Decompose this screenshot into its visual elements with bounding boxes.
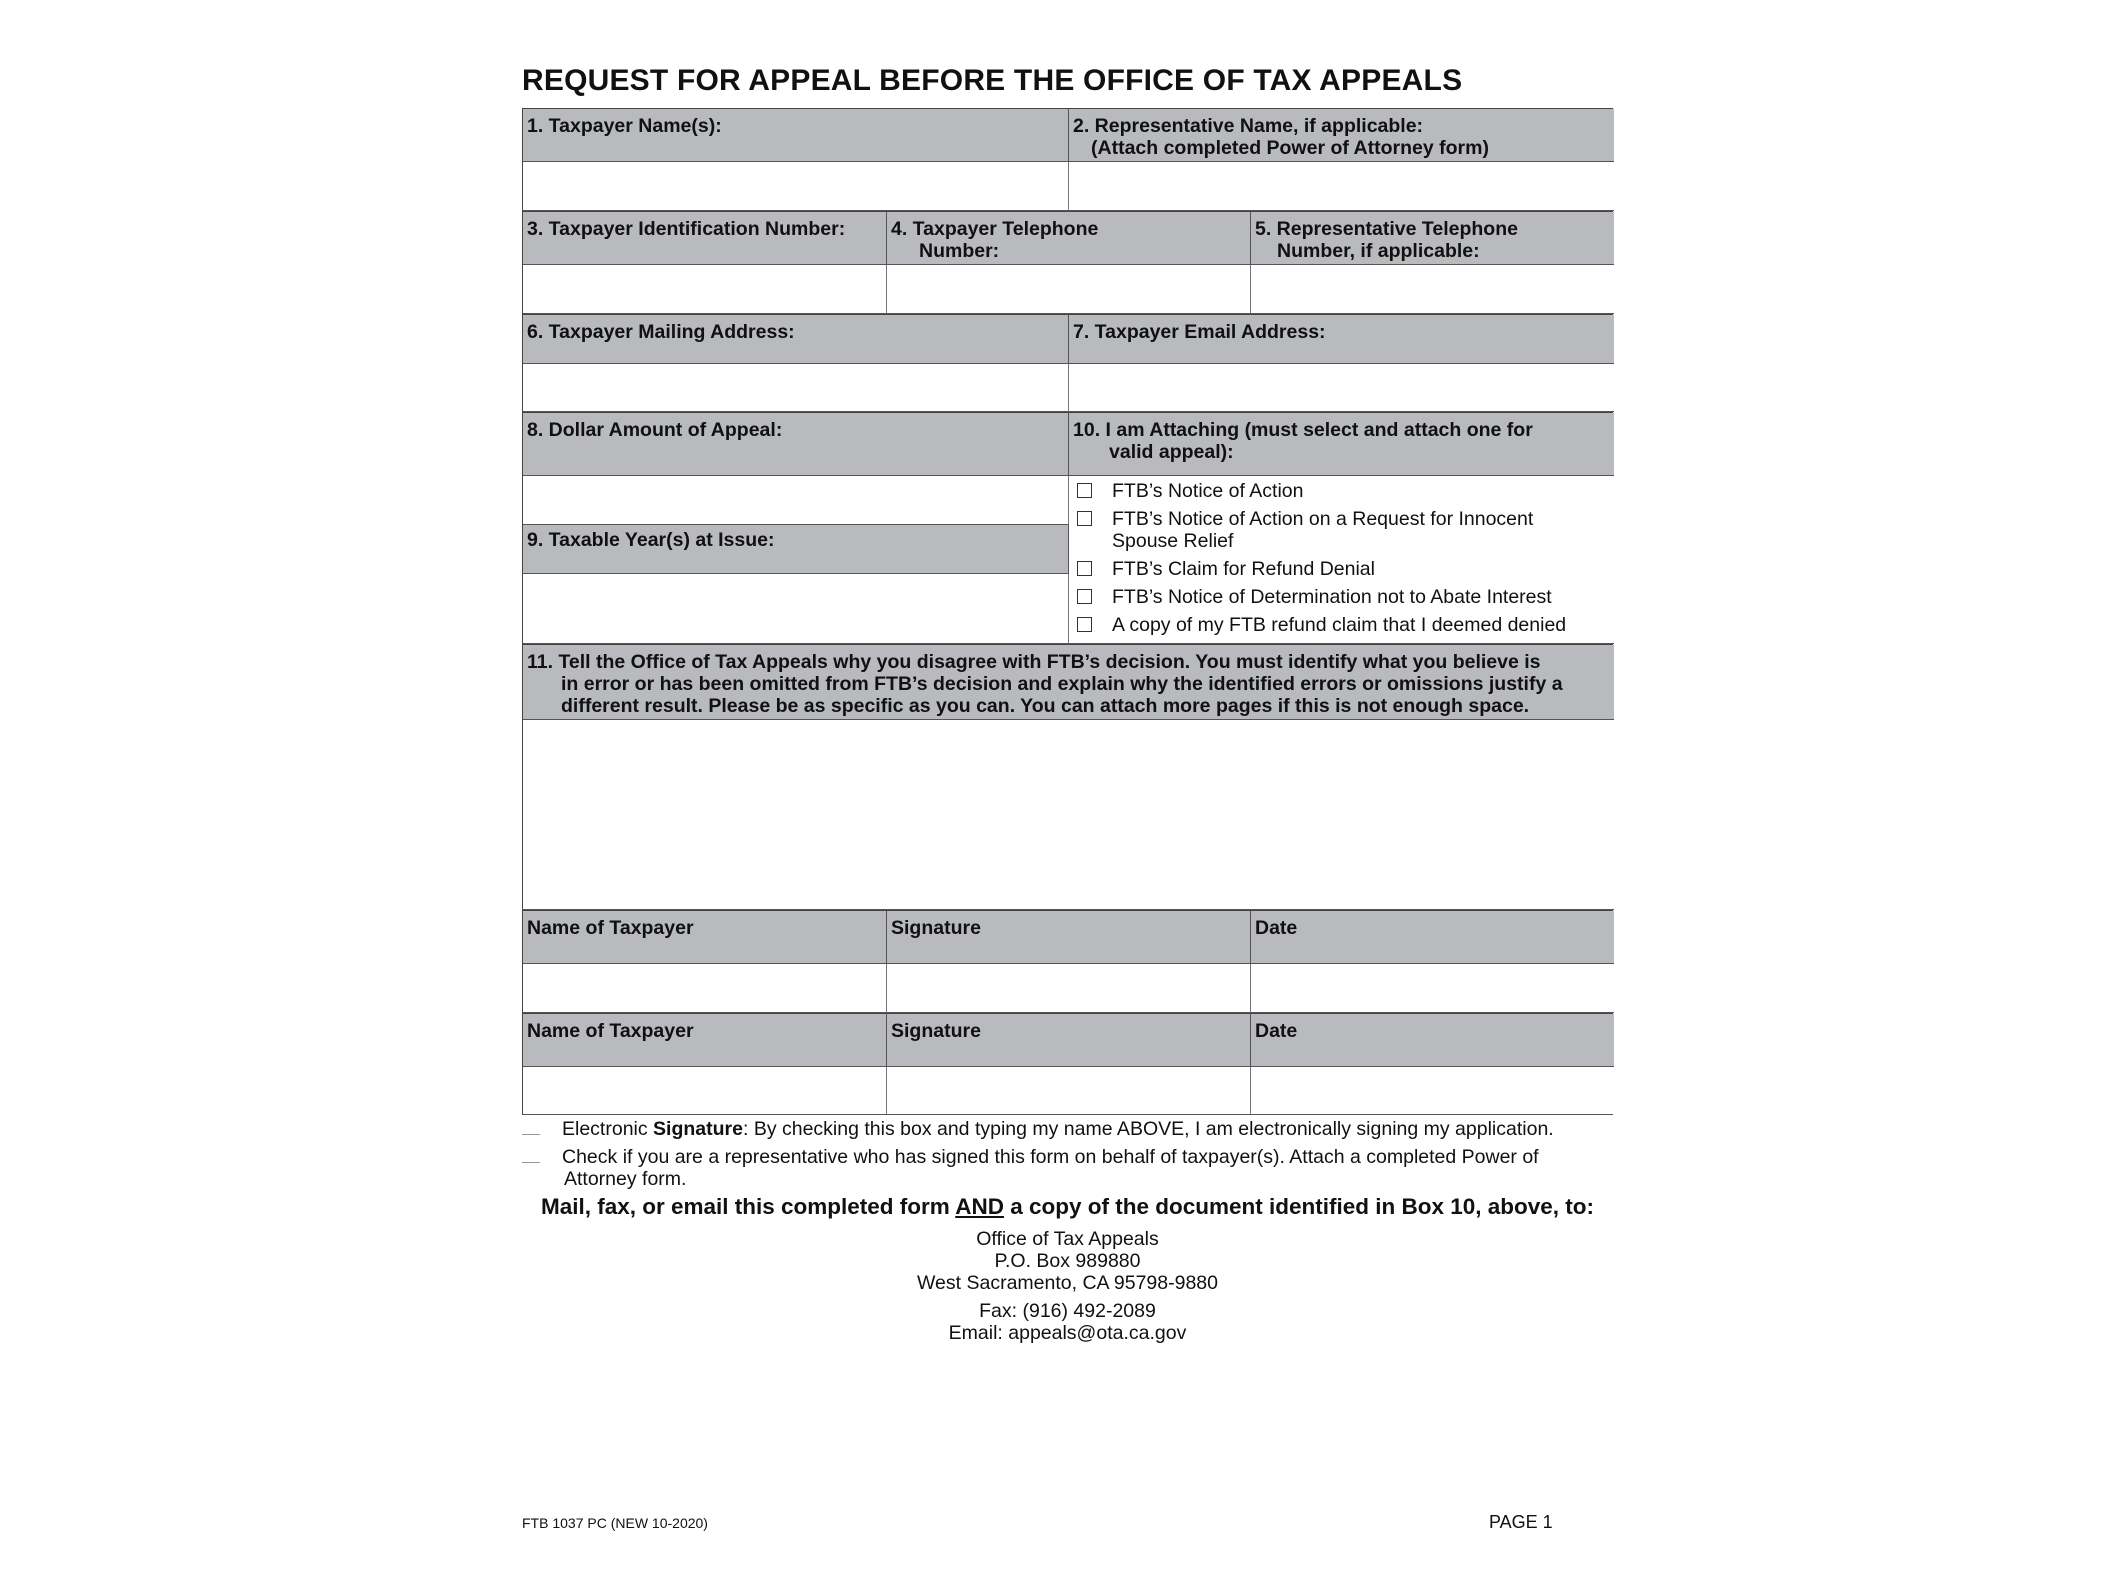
taxpayer-name-2-input[interactable] (523, 1067, 887, 1114)
explanation-textarea[interactable] (523, 720, 1614, 910)
attachment-checkbox[interactable] (1077, 483, 1092, 498)
field-label-taxpayer-phone: 4. Taxpayer Telephone Number: (887, 212, 1251, 265)
attachment-option[interactable] (1077, 508, 1614, 552)
attachment-option[interactable] (1077, 558, 1614, 580)
field-label-mailing-address: 6. Taxpayer Mailing Address: (523, 315, 1069, 364)
date-1-input[interactable] (1251, 964, 1614, 1013)
field-label-representative-phone: 5. Representative Telephone Number, if applicable: (1251, 212, 1614, 265)
section-names (522, 108, 1613, 211)
page-title: REQUEST FOR APPEAL BEFORE THE OFFICE OF TAX APPEALS (522, 64, 1463, 97)
address-line: Office of Tax Appeals (976, 1228, 1159, 1250)
tin-input[interactable] (523, 265, 887, 314)
field-label-dollar-amount: 8. Dollar Amount of Appeal: (523, 413, 1069, 476)
appeal-form (522, 108, 1613, 1115)
dollar-amount-input[interactable] (523, 476, 1069, 525)
attachment-checkbox[interactable] (1077, 511, 1092, 526)
section-appeal-details (522, 412, 1613, 644)
signature-label-date: Date (1251, 1014, 1614, 1067)
certification-checks (522, 1118, 1622, 1196)
signature-label-signature: Signature (887, 1014, 1251, 1067)
section-address (522, 314, 1613, 412)
taxable-years-input[interactable] (523, 574, 1069, 644)
electronic-signature-text: Electronic Signature: By checking this box and typing my name ABOVE, I am electronically signing my application. (562, 1118, 1554, 1140)
signature-label-date: Date (1251, 911, 1614, 964)
mailing-address (522, 1228, 1613, 1294)
field-label-taxable-years: 9. Taxable Year(s) at Issue: (523, 525, 1069, 574)
email-address: Email: appeals@ota.ca.gov (948, 1322, 1187, 1344)
signature-row-1 (522, 910, 1613, 1013)
taxpayer-phone-input[interactable] (887, 265, 1251, 314)
electronic-signature-row (522, 1118, 1622, 1140)
mailing-heading: Mail, fax, or email this completed form AND a copy of the document identified in Box 10, above, to: (540, 1194, 1595, 1219)
attachment-checkbox[interactable] (1077, 561, 1092, 576)
representative-check-text: Check if you are a representative who has signed this form on behalf of taxpayer(s). Attach a completed Power of Attorney form. (562, 1146, 1539, 1190)
fax-number: Fax: (916) 492-2089 (979, 1300, 1156, 1322)
signature-2-input[interactable] (887, 1067, 1251, 1114)
signature-1-input[interactable] (887, 964, 1251, 1013)
section-ids (522, 211, 1613, 314)
taxpayer-name-input[interactable] (523, 162, 1069, 211)
address-line: P.O. Box 989880 (994, 1250, 1141, 1272)
field-label-email-address: 7. Taxpayer Email Address: (1069, 315, 1614, 364)
attachment-option[interactable] (1077, 480, 1614, 502)
attachment-label: A copy of my FTB refund claim that I deemed denied (1112, 614, 1567, 636)
attachment-option[interactable] (1077, 586, 1614, 608)
electronic-signature-checkbox[interactable] (522, 1118, 540, 1135)
representative-check-row (522, 1146, 1622, 1190)
representative-checkbox[interactable] (522, 1146, 540, 1163)
signature-label-name: Name of Taxpayer (523, 1014, 887, 1067)
form-identifier: FTB 1037 PC (NEW 10-2020) (522, 1515, 708, 1531)
address-line: West Sacramento, CA 95798-9880 (917, 1272, 1218, 1294)
field-label-attachments: 10. I am Attaching (must select and attach one for valid appeal): (1069, 413, 1614, 476)
mailing-address-input[interactable] (523, 364, 1069, 412)
attachment-checkbox[interactable] (1077, 589, 1092, 604)
section-explanation (522, 644, 1613, 910)
email-address-input[interactable] (1069, 364, 1614, 412)
signature-label-name: Name of Taxpayer (523, 911, 887, 964)
attachment-checkbox[interactable] (1077, 617, 1092, 632)
date-2-input[interactable] (1251, 1067, 1614, 1114)
contact-info (522, 1300, 1613, 1344)
signature-row-2 (522, 1013, 1613, 1115)
attachment-label: FTB’s Claim for Refund Denial (1112, 558, 1375, 580)
page-number: PAGE 1 (1489, 1512, 1553, 1532)
mailing-instructions (522, 1194, 1613, 1344)
signature-label-signature: Signature (887, 911, 1251, 964)
attachment-label: FTB’s Notice of Determination not to Abate Interest (1112, 586, 1552, 608)
field-label-taxpayer-name: 1. Taxpayer Name(s): (523, 109, 1069, 162)
attachment-label: FTB’s Notice of Action on a Request for Innocent Spouse Relief (1112, 508, 1534, 552)
field-label-tin: 3. Taxpayer Identification Number: (523, 212, 887, 265)
attachment-option[interactable] (1077, 614, 1614, 636)
attachment-options (1069, 476, 1614, 644)
field-label-representative-name: 2. Representative Name, if applicable: (Attach completed Power of Attorney form) (1069, 109, 1614, 162)
attachment-label: FTB’s Notice of Action (1112, 480, 1304, 502)
taxpayer-name-1-input[interactable] (523, 964, 887, 1013)
field-label-explanation: 11. Tell the Office of Tax Appeals why you disagree with FTB’s decision. You must identify what you believe is in error or has been omitted from FTB’s decision and explain why the identified errors or omissions justify a different result. Please be as specific as you can. You can attach more pages if this is not enough space. (523, 645, 1614, 720)
representative-name-input[interactable] (1069, 162, 1614, 211)
representative-phone-input[interactable] (1251, 265, 1614, 314)
